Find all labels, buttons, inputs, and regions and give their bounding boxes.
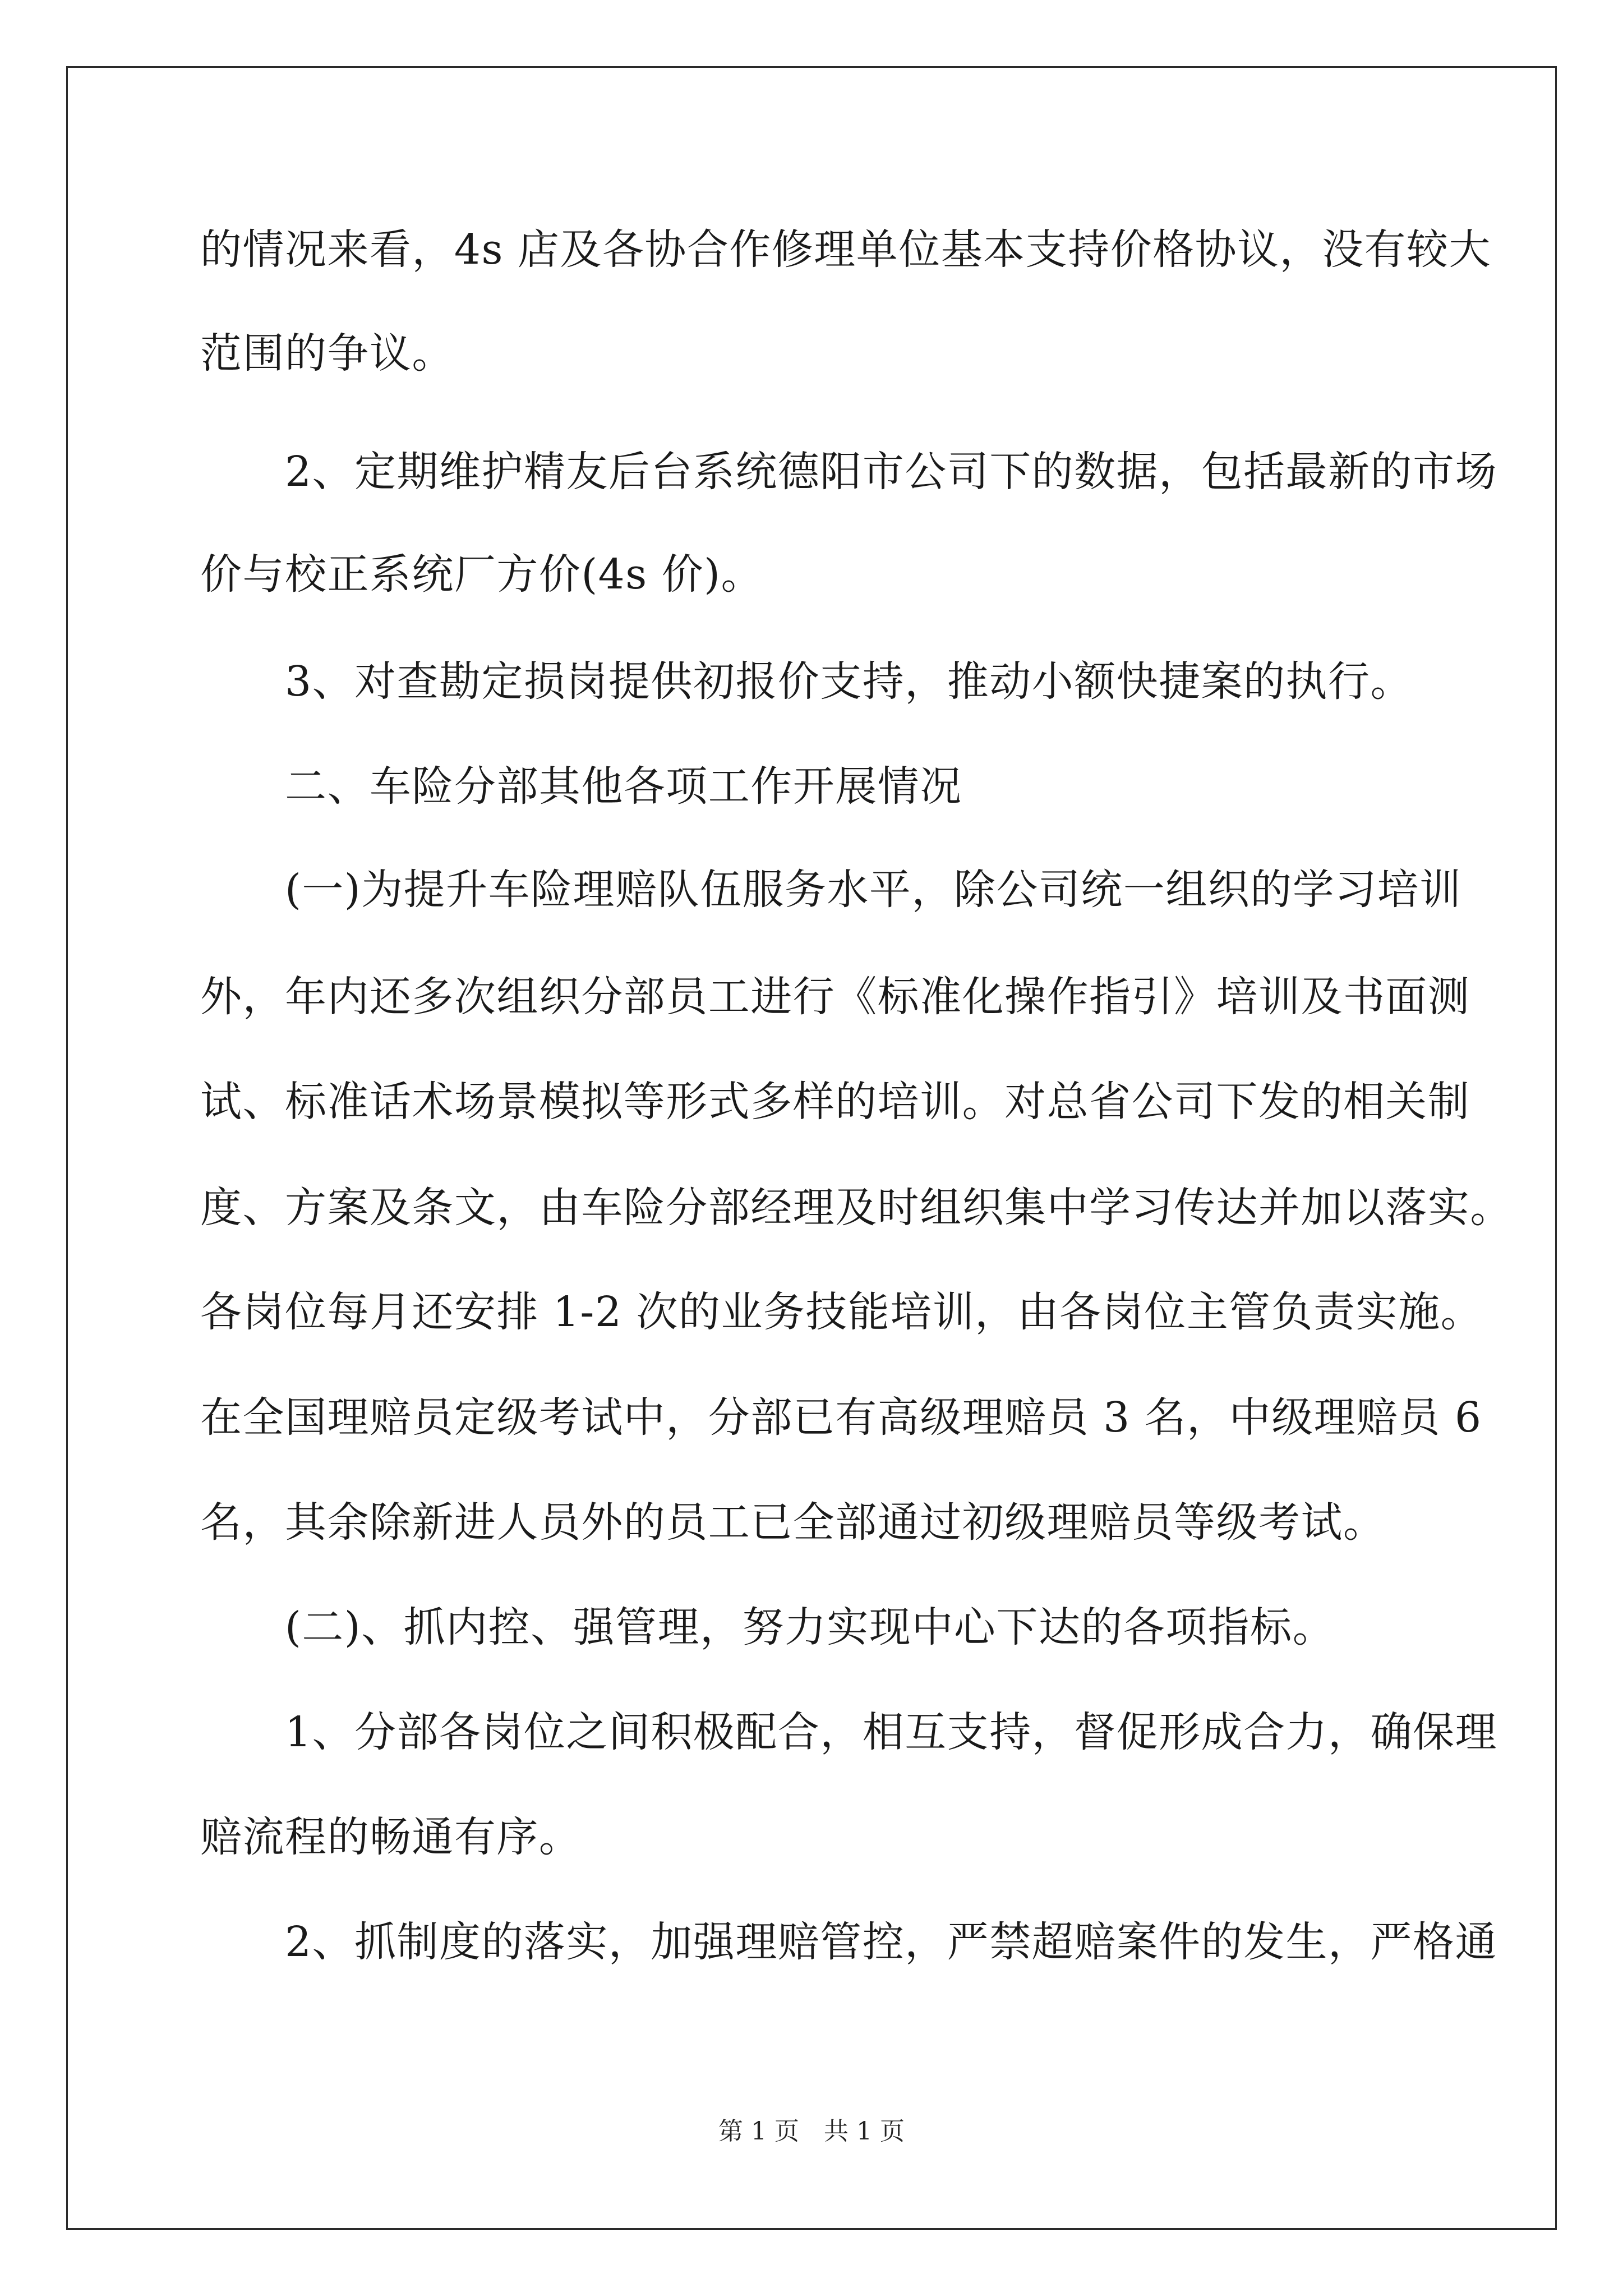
section-heading: 二、车险分部其他各项工作开展情况 (200, 762, 962, 811)
text-line: 1、分部各岗位之间积极配合，相互支持，督促形成合力，确保理 (200, 1708, 1497, 1756)
text-line: 在全国理赔员定级考试中，分部已有高级理赔员 3 名，中级理赔员 6 (200, 1393, 1482, 1442)
text-line: 赔流程的畅通有序。 (200, 1813, 582, 1861)
page-border (66, 66, 1557, 2230)
text-line: 2、定期维护精友后台系统德阳市公司下的数据，包括最新的市场 (200, 448, 1497, 496)
page-number-footer: 第 1 页 共 1 页 (718, 2117, 905, 2146)
text-line: 价与校正系统厂方价(4s 价)。 (200, 550, 763, 599)
text-line: 度、方案及条文，由车险分部经理及时组织集中学习传达并加以落实。 (200, 1184, 1513, 1232)
text-line: 名，其余除新进人员外的员工已全部通过初级理赔员等级考试。 (200, 1498, 1386, 1547)
text-line: 的情况来看，4s 店及各协合作修理单位基本支持价格协议，没有较大 (200, 226, 1491, 274)
text-line: 2、抓制度的落实，加强理赔管控，严禁超赔案件的发生，严格通 (200, 1918, 1497, 1966)
text-line: 外，年内还多次组织分部员工进行《标准化操作指引》培训及书面测 (200, 973, 1470, 1021)
text-line: 范围的争议。 (200, 329, 454, 378)
text-line: 3、对查勘定损岗提供初报价支持，推动小额快捷案的执行。 (200, 657, 1413, 706)
text-line: 各岗位每月还安排 1-2 次的业务技能培训，由各岗位主管负责实施。 (200, 1288, 1483, 1336)
text-line: (一)为提升车险理赔队伍服务水平，除公司统一组织的学习培训 (200, 866, 1462, 914)
text-line: (二)、抓内控、强管理，努力实现中心下达的各项指标。 (200, 1603, 1335, 1651)
text-line: 试、标准话术场景模拟等形式多样的培训。对总省公司下发的相关制 (200, 1078, 1470, 1126)
